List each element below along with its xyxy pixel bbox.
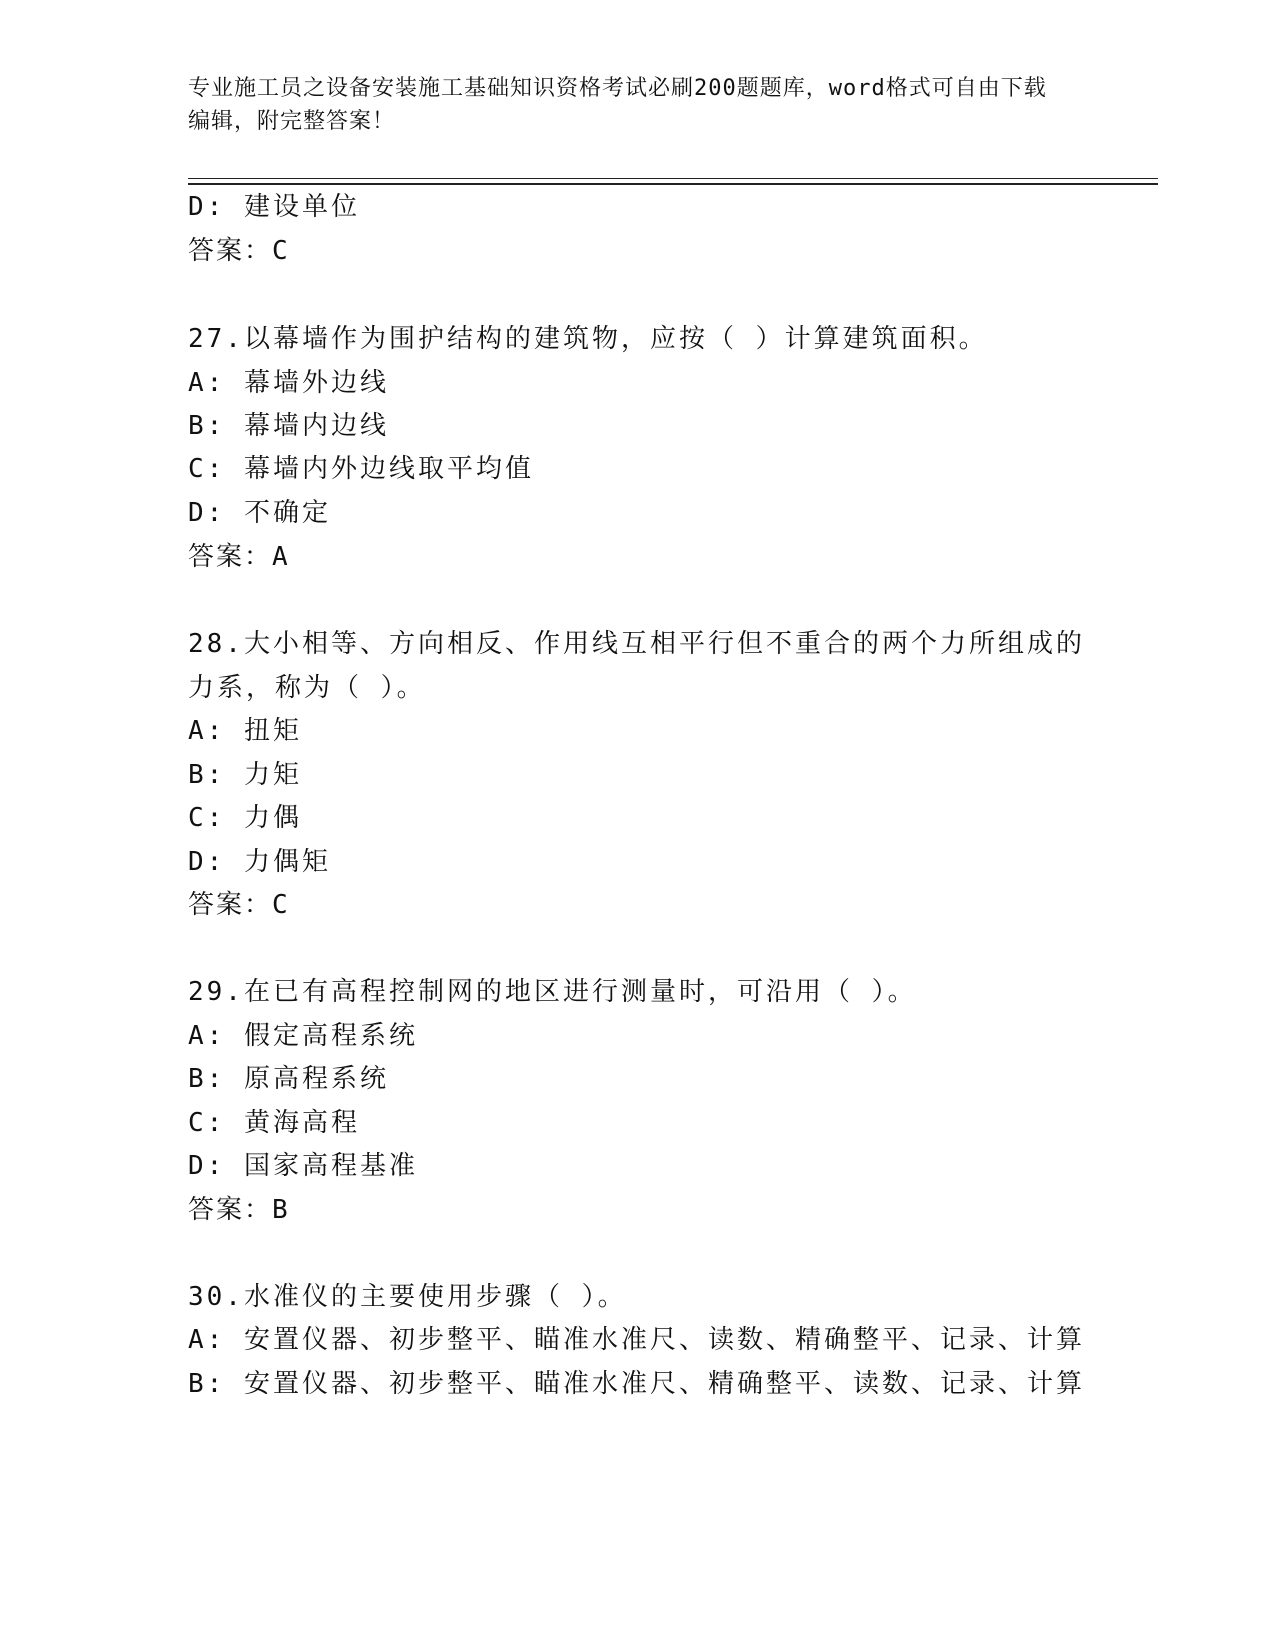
option-line: A: 扭矩 [188,716,302,746]
question-line: 29.在已有高程控制网的地区进行测量时，可沿用（ ）。 [188,977,917,1007]
answer-line [188,1193,290,1227]
option-line: B: 幕墙内边线 [188,411,389,441]
answer-value: C [272,236,290,266]
option-line: D: 国家高程基准 [188,1151,418,1181]
question-line-continued: 力系，称为（ ）。 [188,673,426,703]
option-line: D: 力偶矩 [188,847,331,877]
answer-line [188,888,290,922]
question-line: 28.大小相等、方向相反、作用线互相平行但不重合的两个力所组成的 [188,629,1085,659]
header-divider-thick [188,183,1158,185]
document-header: 专业施工员之设备安装施工基础知识资格考试必刷200题题库，word格式可自由下载编辑，附完整答案！ [188,76,1047,134]
question-line: 30.水准仪的主要使用步骤（ ）。 [188,1282,627,1312]
question-line: 27.以幕墙作为围护结构的建筑物，应按（ ）计算建筑面积。 [188,324,988,354]
answer-label: 答案： [188,890,273,920]
answer-value: C [272,890,290,920]
header-divider-thin [188,178,1158,179]
answer-value: B [272,1195,290,1225]
option-line: B: 力矩 [188,760,302,790]
option-line: A: 假定高程系统 [188,1021,418,1051]
answer-line [188,234,290,268]
answer-value: A [272,542,290,572]
option-line: D: 不确定 [188,498,331,528]
option-line: C: 力偶 [188,803,302,833]
option-line: B: 原高程系统 [188,1064,389,1094]
answer-label: 答案： [188,1195,273,1225]
option-line: B: 安置仪器、初步整平、瞄准水准尺、精确整平、读数、记录、计算 [188,1369,1085,1399]
answer-label: 答案： [188,542,273,572]
option-line: C: 黄海高程 [188,1108,360,1138]
option-line: C: 幕墙内外边线取平均值 [188,454,534,484]
answer-line [188,540,290,574]
answer-label: 答案： [188,236,273,266]
option-line: A: 幕墙外边线 [188,368,389,398]
option-line: D: 建设单位 [188,192,360,222]
option-line: A: 安置仪器、初步整平、瞄准水准尺、读数、精确整平、记录、计算 [188,1325,1085,1355]
